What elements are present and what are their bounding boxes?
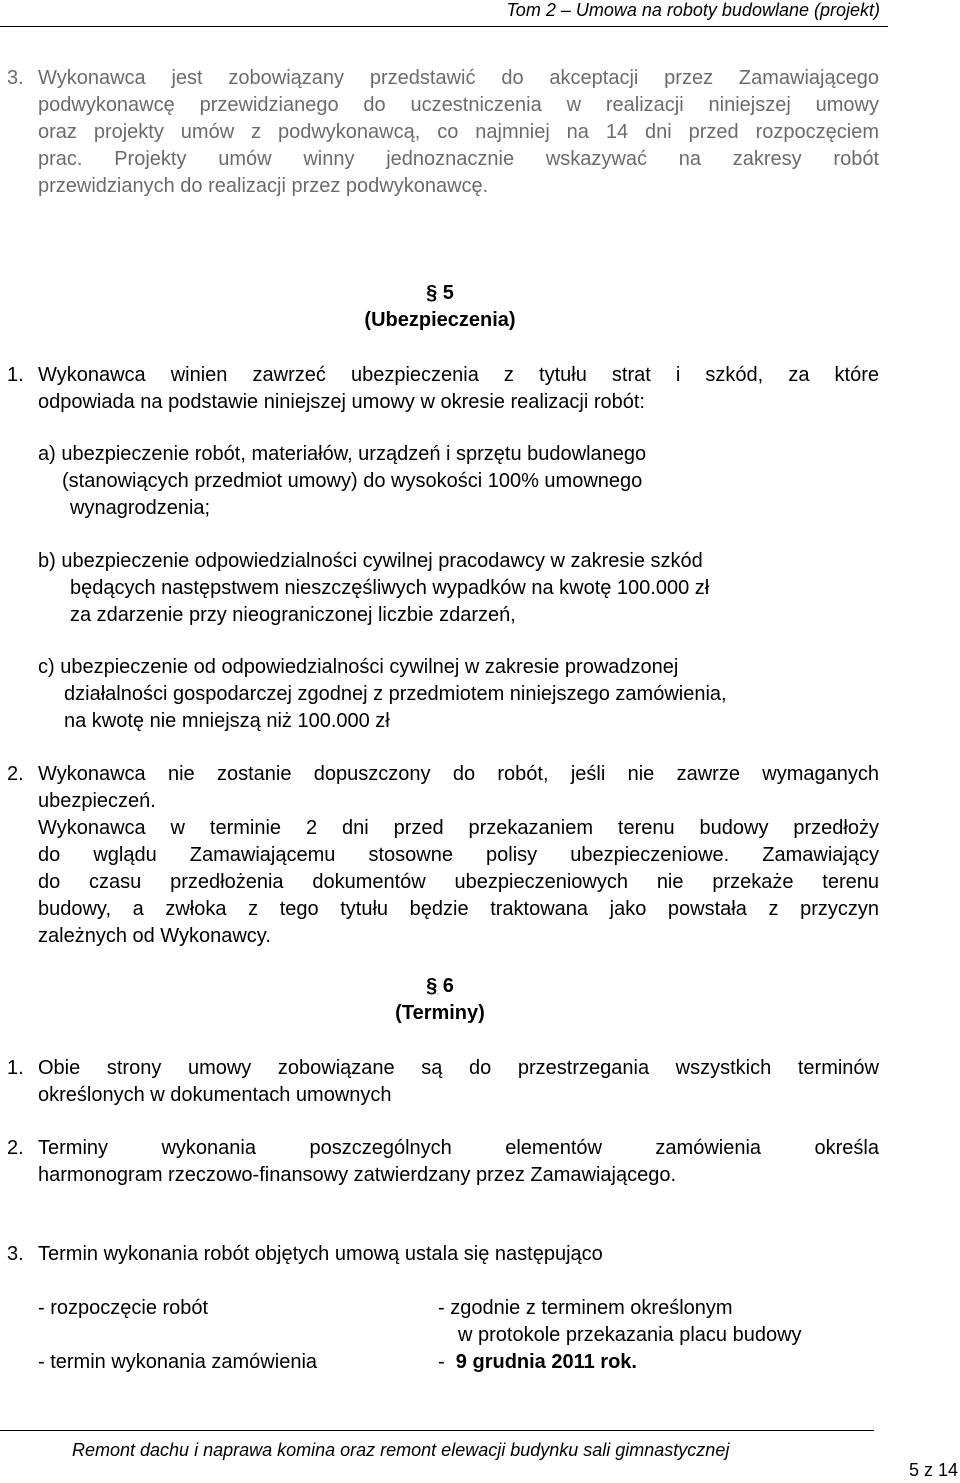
paragraph-number: 1. [7, 1057, 24, 1079]
section-5-title: (Ubezpieczenia) [364, 309, 516, 331]
section-number: 5 [442, 282, 454, 304]
section-sign: § [426, 975, 438, 997]
paragraph-line: Wykonawca jest zobowiązany przedstawić do akceptacji przez Zamawiającego [38, 67, 879, 89]
schedule-end-value: 9 grudnia 2011 rok. [455, 1351, 637, 1373]
list-item-a-line: (stanowiących przedmiot umowy) do wysokości 100% umownego [62, 470, 643, 492]
paragraph-line: Wykonawca winien zawrzeć ubezpieczenia z tytułu strat i szkód, za które [38, 364, 879, 386]
list-item-b-line: będących następstwem nieszczęśliwych wypadków na kwotę 100.000 zł [70, 577, 710, 599]
list-item-c-line: działalności gospodarczej zgodnej z przedmiotem niniejszego zamówienia, [64, 683, 727, 705]
paragraph-line: odpowiada na podstawie niniejszej umowy w okresie realizacji robót: [38, 391, 645, 413]
paragraph-line: Terminy wykonania poszczególnych elementów zamówienia określa [38, 1137, 879, 1159]
schedule-start-value: - zgodnie z terminem określonym [438, 1297, 733, 1319]
footer-title: Remont dachu i naprawa komina oraz remont elewacji budynku sali gimnastycznej [72, 1440, 730, 1460]
list-item-b-line: b) ubezpieczenie odpowiedzialności cywilnej pracodawcy w zakresie szkód [38, 550, 703, 572]
section-sign: § [426, 282, 438, 304]
paragraph-number: 3. [7, 67, 24, 89]
dash: - [438, 1351, 445, 1373]
header-divider [0, 26, 888, 27]
list-item-b-line: za zdarzenie przy nieograniczonej liczbie zdarzeń, [70, 604, 516, 626]
paragraph-line: harmonogram rzeczowo-finansowy zatwierdzany przez Zamawiającego. [38, 1164, 677, 1186]
section-6-title: (Terminy) [395, 1002, 485, 1024]
list-item-a-line: a) ubezpieczenie robót, materiałów, urządzeń i sprzętu budowlanego [38, 443, 647, 465]
section-5-number [0, 282, 880, 305]
paragraph-number: 3. [7, 1243, 24, 1265]
list-item-c-line: na kwotę nie mniejszą niż 100.000 zł [64, 710, 390, 732]
paragraph-line: podwykonawcę przewidzianego do uczestniczenia w realizacji niniejszej umowy [38, 94, 879, 116]
paragraph-number: 1. [7, 364, 24, 386]
paragraph-line: Wykonawca w terminie 2 dni przed przekazaniem terenu budowy przedłoży [38, 817, 879, 839]
paragraph-line: Obie strony umowy zobowiązane są do przestrzegania wszystkich terminów [38, 1057, 879, 1079]
schedule-end-label: - termin wykonania zamówienia [38, 1351, 318, 1373]
paragraph-line: przewidzianych do realizacji przez podwykonawcę. [38, 175, 489, 197]
paragraph-line: Wykonawca nie zostanie dopuszczony do robót, jeśli nie zawrze wymaganych [38, 763, 879, 785]
paragraph-number: 2. [7, 1137, 24, 1159]
schedule-end-row [438, 1349, 637, 1376]
paragraph-line: Termin wykonania robót objętych umową ustala się następująco [38, 1243, 603, 1265]
paragraph-line: oraz projekty umów z podwykonawcą, co najmniej na 14 dni przed rozpoczęciem [38, 121, 879, 143]
paragraph-line: do czasu przedłożenia dokumentów ubezpieczeniowych nie przekaże terenu [38, 871, 879, 893]
paragraph-line: budowy, a zwłoka z tego tytułu będzie traktowana jako powstała z przyczyn [38, 898, 879, 920]
paragraph-line: ubezpieczeń. [38, 790, 156, 812]
footer-divider [0, 1430, 874, 1431]
page-header [0, 0, 960, 26]
schedule-start-value: w protokole przekazania placu budowy [458, 1324, 802, 1346]
schedule-start-label: - rozpoczęcie robót [38, 1297, 209, 1319]
list-item-a-line: wynagrodzenia; [70, 497, 211, 519]
paragraph-line: do wglądu Zamawiającemu stosowne polisy ubezpieczeniowe. Zamawiający [38, 844, 879, 866]
section-6-number [0, 975, 880, 998]
paragraph-number: 2. [7, 763, 24, 785]
paragraph-line: określonych w dokumentach umownych [38, 1084, 392, 1106]
paragraph-line: zależnych od Wykonawcy. [38, 925, 271, 947]
section-number: 6 [442, 975, 454, 997]
list-item-c-line: c) ubezpieczenie od odpowiedzialności cywilnej w zakresie prowadzonej [38, 656, 679, 678]
header-title: Tom 2 – Umowa na roboty budowlane (projekt) [506, 0, 880, 20]
paragraph-line: prac. Projekty umów winny jednoznacznie wskazywać na zakresy robót [38, 148, 879, 170]
page-number: 5 z 14 [908, 1460, 958, 1480]
